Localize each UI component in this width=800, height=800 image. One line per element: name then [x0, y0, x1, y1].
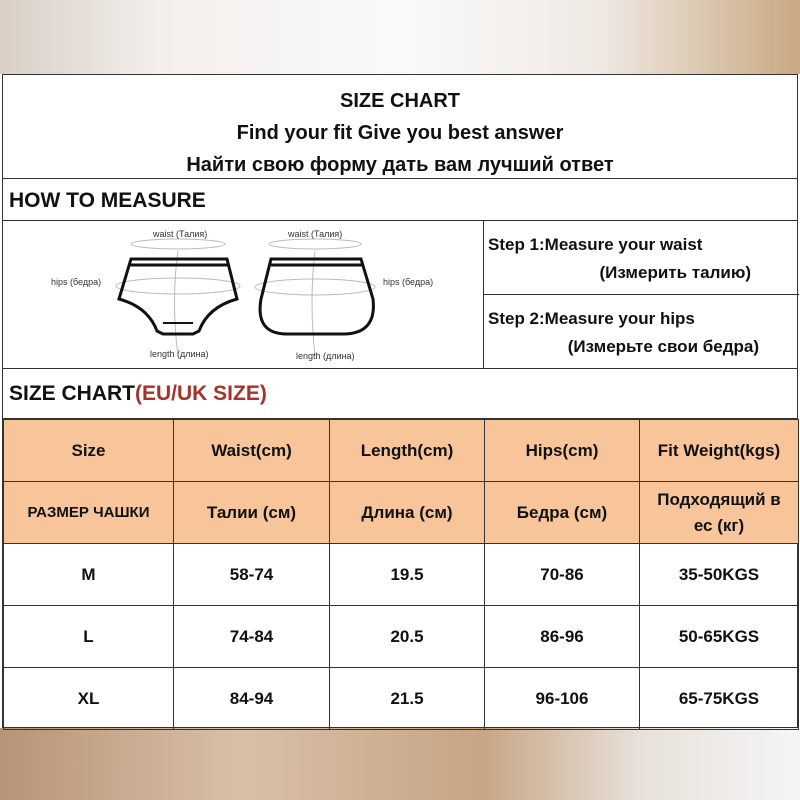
length-label: length (длина): [150, 349, 209, 359]
step-1: [484, 221, 799, 295]
table-cell: 65-75KGS: [640, 668, 799, 730]
measure-section: [3, 221, 797, 369]
table-row: [4, 606, 799, 668]
how-to-measure-heading: HOW TO MEASURE: [3, 179, 797, 221]
table-cell: 96-106: [485, 668, 640, 730]
header-cell: Length(cm): [330, 420, 485, 482]
table-cell: 21.5: [330, 668, 485, 730]
table-cell: 70-86: [485, 544, 640, 606]
background-photo-bottom: [0, 728, 800, 800]
header-cell: Hips(cm): [485, 420, 640, 482]
table-cell: 35-50KGS: [640, 544, 799, 606]
table-cell: M: [4, 544, 174, 606]
measure-diagram: [3, 221, 484, 368]
chart-title: SIZE CHART: [340, 90, 460, 112]
header-cell: Талии (см): [174, 482, 330, 544]
table-cell: 74-84: [174, 606, 330, 668]
table-row: [4, 668, 799, 730]
table-cell: 58-74: [174, 544, 330, 606]
size-chart-heading-text: SIZE CHART: [9, 382, 135, 405]
subtitle-ru: Найти свою форму дать вам лучший ответ: [186, 154, 614, 176]
table-cell: 19.5: [330, 544, 485, 606]
header-cell: Fit Weight(kgs): [640, 420, 799, 482]
table-cell: L: [4, 606, 174, 668]
step-2-en: Step 2:Measure your hips: [488, 309, 695, 328]
waist-label: waist (Талия): [288, 229, 343, 239]
table-cell: 50-65KGS: [640, 606, 799, 668]
size-table: [3, 419, 799, 730]
panties-diagram-icon: [3, 221, 484, 368]
header-cell: Waist(cm): [174, 420, 330, 482]
header-cell: РАЗМЕР ЧАШКИ: [4, 482, 174, 544]
header-row-ru: [4, 482, 799, 544]
table-cell: 84-94: [174, 668, 330, 730]
header-cell: Size: [4, 420, 174, 482]
hips-label: hips (бедра): [383, 277, 434, 287]
step-2: [484, 295, 799, 369]
waist-label: waist (Талия): [153, 229, 208, 239]
step-1-ru: (Измерить талию): [599, 263, 751, 282]
table-cell: XL: [4, 668, 174, 730]
header-cell: Бедра (см): [485, 482, 640, 544]
hips-label: hips (бедра): [51, 277, 102, 287]
table-cell: 20.5: [330, 606, 485, 668]
title-block: [3, 75, 797, 179]
header-cell: Подходящий в ес (кг): [640, 482, 799, 544]
table-row: [4, 544, 799, 606]
size-chart-heading: [3, 369, 797, 419]
header-cell: Длина (см): [330, 482, 485, 544]
step-1-en: Step 1:Measure your waist: [488, 235, 703, 254]
step-2-ru: (Измерьте свои бедра): [567, 337, 759, 356]
size-chart-heading-note: (EU/UK SIZE): [135, 382, 267, 405]
table-cell: 86-96: [485, 606, 640, 668]
header-row-en: [4, 420, 799, 482]
subtitle-en: Find your fit Give you best answer: [236, 122, 564, 144]
length-label: length (длина): [296, 351, 355, 361]
size-chart-sheet: [2, 74, 798, 728]
background-photo-top: [0, 0, 800, 74]
